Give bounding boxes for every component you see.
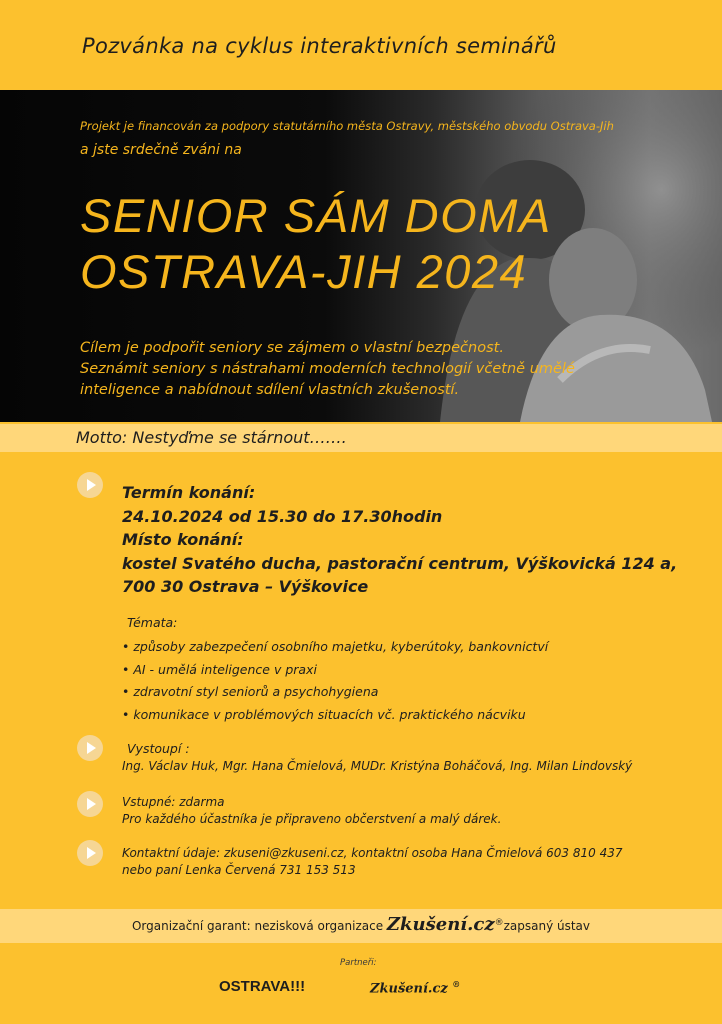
admission-price: Vstupné: zdarma [122,795,225,809]
place-label: Místo konání: [122,530,244,549]
topics-label: Témata: [127,615,178,630]
hero-banner [0,90,722,422]
contact-line: nebo paní Lenka Červená 731 153 513 [122,863,356,877]
organizer-prefix: Organizační garant: nezisková organizace [131,919,384,933]
invitation-heading: Pozvánka na cyklus interaktivních seminářů [82,34,557,58]
admission-info [122,794,501,828]
zkuseni-partner-logo [370,979,460,996]
event-title-line-1: SENIOR SÁM DOMA [80,189,552,242]
admission-gift: Pro každého účastníka je připraveno občerstvení a malý dárek. [122,812,502,826]
list-item: • AI - umělá inteligence v praxi [122,661,317,677]
goal-line: inteligence a nabídnout sdílení vlastních zkušeností. [80,382,460,398]
contact-line: Kontaktní údaje: zkuseni@zkuseni.cz, kontaktní osoba Hana Čmielová 603 810 437 [122,846,623,860]
ostrava-logo: OSTRAVA!!! [219,978,306,995]
invite-text: a jste srdečně zváni na [80,142,242,158]
motto-text: Motto: Nestyďme se stárnout……. [76,428,347,447]
zkuseni-logo: Zkušení.cz [386,914,495,935]
topics-list [122,636,548,726]
place-address: kostel Svatého ducha, pastorační centrum, Výškovická 124 a, [122,553,678,573]
event-details [122,481,677,599]
play-circle-icon [77,840,103,866]
goal-line: Seznámit seniory s nástrahami moderních technologií včetně umělé [80,361,575,377]
speakers-label: Vystoupí : [127,741,190,756]
term-label: Termín konání: [122,483,256,502]
partners-label: Partneři: [340,958,377,968]
speakers-names: Ing. Václav Huk, Mgr. Hana Čmielová, MUDr. Kristýna Boháčová, Ing. Milan Lindovský [122,759,633,773]
organizer-line [0,914,722,935]
event-title [80,188,552,300]
term-value: 24.10.2024 od 15.30 do 17.30hodin [122,506,443,526]
contact-info [122,845,623,879]
sponsor-note: Projekt je financován za podpory statutárního města Ostravy, městského obvodu Ostrava-Jih [80,119,614,133]
play-circle-icon [77,735,103,761]
organizer-suffix: zapsaný ústav [503,919,591,933]
goal-line: Cílem je podpořit seniory se zájmem o vlastní bezpečnost. [80,340,504,356]
event-goal [80,338,640,401]
play-circle-icon [77,472,103,498]
list-item: • zdravotní styl seniorů a psychohygiena [122,684,379,699]
registered-mark: ® [452,979,461,989]
registered-mark: ® [494,918,504,928]
play-circle-icon [77,791,103,817]
event-title-line-2: OSTRAVA-JIH 2024 [80,245,528,298]
zkuseni-partner-text: Zkušení.cz [370,981,448,997]
list-item: • komunikace v problémových situacích vč. praktického nácviku [122,706,526,722]
list-item: • způsoby zabezpečení osobního majetku, kyberútoky, bankovnictví [122,639,549,654]
place-city: 700 30 Ostrava – Výškovice [122,577,369,596]
